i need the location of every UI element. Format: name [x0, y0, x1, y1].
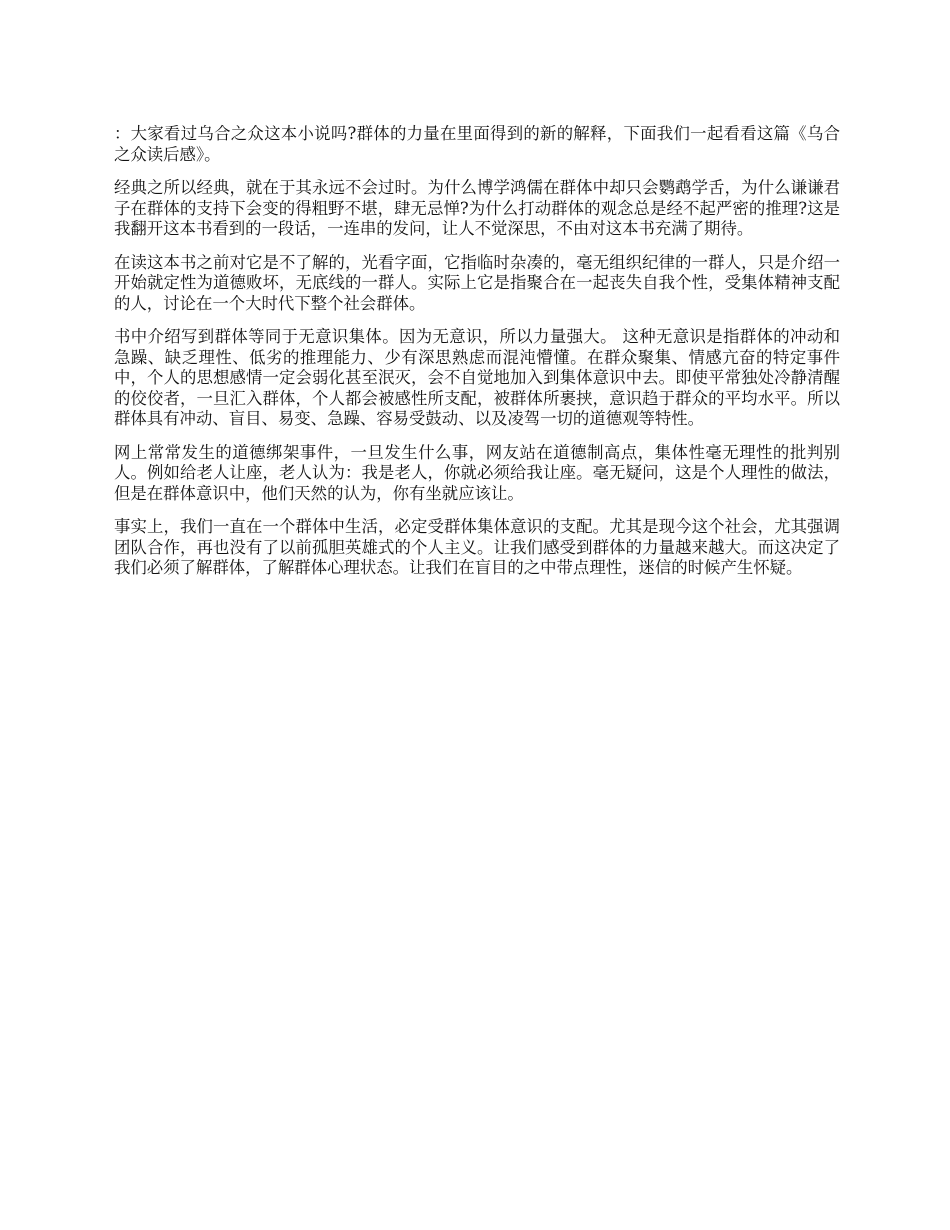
document-page	[114, 124, 840, 592]
paragraph-before-reading: 在读这本书之前对它是不了解的，光看字面，它指临时杂凑的，毫无组织纪律的一群人，只是介绍一开始就定性为道德败坏，无底线的一群人。实际上它是指聚合在一起丧失自我个性，受集体精神支配的人，讨论在一个大时代下整个社会群体。	[114, 252, 840, 313]
paragraph-unconscious-collective: 书中介绍写到群体等同于无意识集体。因为无意识，所以力量强大。 这种无意识是指群体的冲动和急躁、缺乏理性、低劣的推理能力、少有深思熟虑而混沌懵懂。在群众聚集、情感亢奋的特定事件中，个人的思想感情一定会弱化甚至泯灭，会不自觉地加入到集体意识中去。即使平常独处冷静清醒的佼佼者，一旦汇入群体，个人都会被感性所支配，被群体所裹挟，意识趋于群众的平均水平。所以群体具有冲动、盲目、易变、急躁、容易受鼓动、以及凌驾一切的道德观等特性。	[114, 327, 840, 428]
paragraph-conclusion: 事实上，我们一直在一个群体中生活，必定受群体集体意识的支配。尤其是现今这个社会，尤其强调团队合作，再也没有了以前孤胆英雄式的个人主义。让我们感受到群体的力量越来越大。而这决定了我们必须了解群体，了解群体心理状态。让我们在盲目的之中带点理性，迷信的时候产生怀疑。	[114, 517, 840, 577]
paragraph-intro: ：大家看过乌合之众这本小说吗?群体的力量在里面得到的新的解释，下面我们一起看看这篇《乌合之众读后感》。	[114, 124, 840, 164]
paragraph-moral-kidnapping: 网上常常发生的道德绑架事件，一旦发生什么事，网友站在道德制高点，集体性毫无理性的批判别人。例如给老人让座，老人认为：我是老人，你就必须给我让座。毫无疑问，这是个人理性的做法，但是在群体意识中，他们天然的认为，你有坐就应该让。	[114, 442, 840, 503]
paragraph-classic: 经典之所以经典，就在于其永远不会过时。为什么博学鸿儒在群体中却只会鹦鹉学舌，为什么谦谦君子在群体的支持下会变的得粗野不堪，肆无忌惮?为什么打动群体的观念总是经不起严密的推理?这是我翻开这本书看到的一段话，一连串的发问，让人不觉深思，不由对这本书充满了期待。	[114, 178, 840, 238]
